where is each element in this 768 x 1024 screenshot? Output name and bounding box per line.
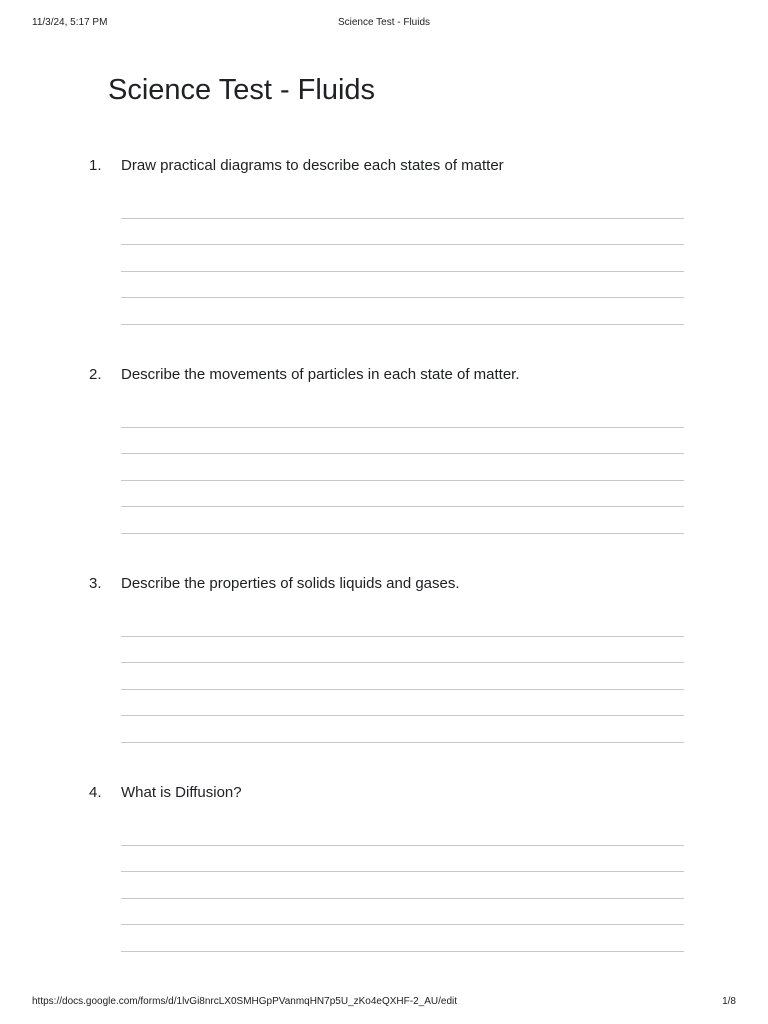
print-url: https://docs.google.com/forms/d/1lvGi8nrcLX0SMHGpPVanmqHN7p5U_zKo4eQXHF-2_AU/edit <box>32 996 458 1007</box>
answer-line <box>121 245 684 272</box>
print-document-title: Science Test - Fluids <box>337 17 431 28</box>
answer-line <box>121 481 684 508</box>
question-text: Describe the movements of particles in each state of matter. <box>121 366 520 383</box>
answer-line <box>121 872 684 899</box>
page-number: 1/8 <box>722 996 736 1007</box>
answer-line <box>121 899 684 926</box>
print-date: 11/3/24, 5:17 PM <box>32 17 108 28</box>
answer-line <box>121 716 684 743</box>
answer-line <box>121 272 684 299</box>
answer-line <box>121 819 684 846</box>
answer-line <box>121 846 684 873</box>
question-header <box>89 157 684 177</box>
answer-line <box>121 428 684 455</box>
question-text: What is Diffusion? <box>121 784 242 801</box>
answer-area[interactable] <box>121 819 684 952</box>
answer-line <box>121 925 684 952</box>
question-number: 1. <box>89 157 102 174</box>
question-2 <box>89 366 684 386</box>
answer-area[interactable] <box>121 192 684 325</box>
answer-line <box>121 637 684 664</box>
question-number: 3. <box>89 575 102 592</box>
question-header <box>89 366 684 386</box>
answer-line <box>121 298 684 325</box>
answer-line <box>121 454 684 481</box>
print-footer <box>32 996 736 1010</box>
question-number: 4. <box>89 784 102 801</box>
question-header <box>89 575 684 595</box>
answer-line <box>121 219 684 246</box>
answer-area[interactable] <box>121 610 684 743</box>
print-header <box>32 17 736 31</box>
question-1 <box>89 157 684 177</box>
question-4 <box>89 784 684 804</box>
question-text: Draw practical diagrams to describe each states of matter <box>121 157 504 174</box>
question-number: 2. <box>89 366 102 383</box>
answer-area[interactable] <box>121 401 684 534</box>
answer-line <box>121 507 684 534</box>
answer-line <box>121 610 684 637</box>
question-header <box>89 784 684 804</box>
answer-line <box>121 663 684 690</box>
answer-line <box>121 690 684 717</box>
answer-line <box>121 401 684 428</box>
question-3 <box>89 575 684 595</box>
question-text: Describe the properties of solids liquids and gases. <box>121 575 460 592</box>
answer-line <box>121 192 684 219</box>
form-title: Science Test - Fluids <box>108 74 376 106</box>
